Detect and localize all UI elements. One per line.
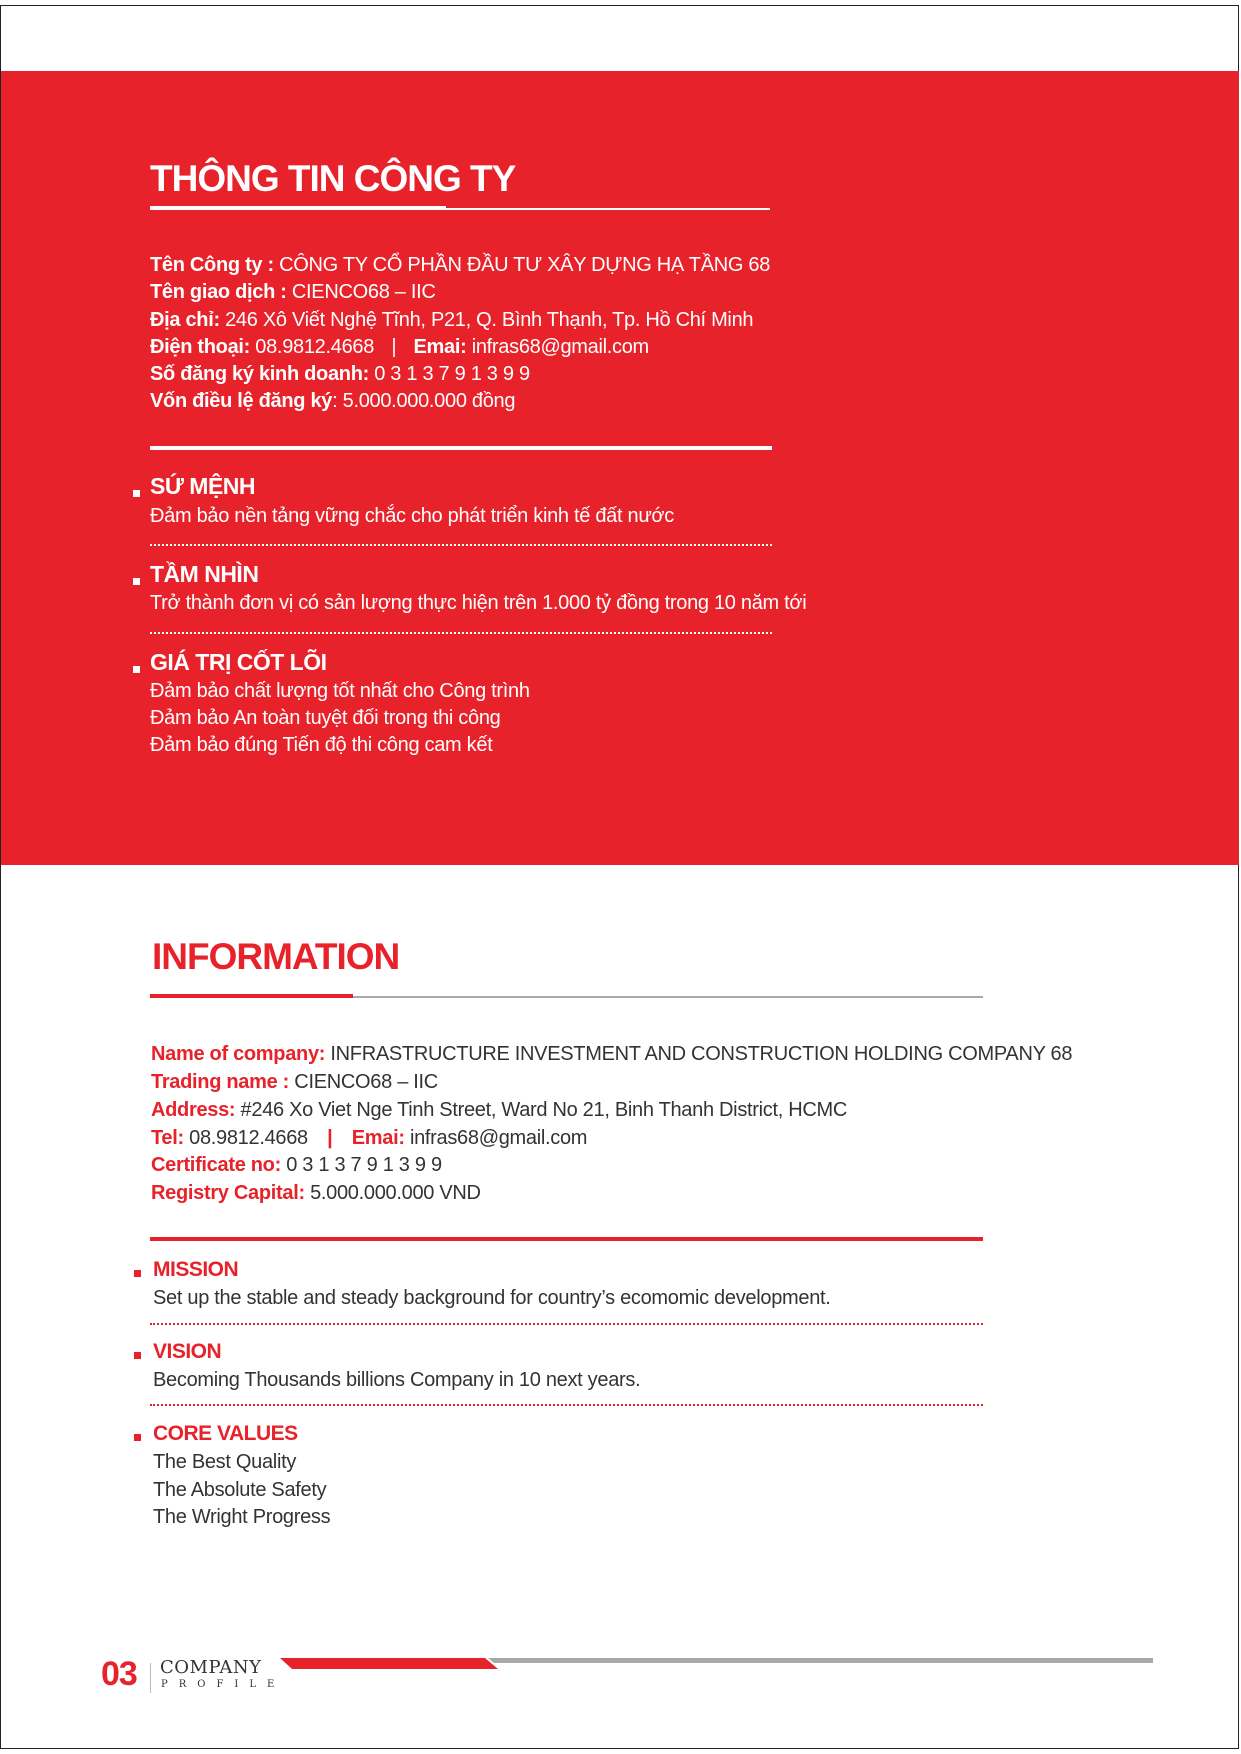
en-certificate-value: 0 3 1 3 7 9 1 3 9 9 [280, 1154, 442, 1176]
vn-core-text-3: Đảm bảo đúng Tiến độ thi công cam kết [150, 734, 493, 756]
vn-trading-name-label: Tên giao dịch : [150, 281, 287, 303]
en-company-name-row [151, 1042, 1072, 1066]
vn-registration-label: Số đăng ký kinh doanh: [150, 363, 369, 385]
footer-gray-bar [488, 1658, 1153, 1663]
vn-core-text-1: Đảm bảo chất lượng tốt nhất cho Công trình [150, 680, 530, 702]
en-section-title: INFORMATION [152, 936, 400, 977]
en-capital-row [151, 1181, 481, 1205]
en-address-row [151, 1098, 847, 1122]
vn-core-text-2: Đảm bảo An toàn tuyệt đối trong thi công [150, 707, 501, 729]
footer-accent-bar [280, 1656, 1160, 1672]
vn-capital-label: Vốn điều lệ đăng ký [150, 390, 333, 412]
en-certificate-row [151, 1153, 442, 1177]
en-certificate-label: Certificate no: [151, 1154, 281, 1176]
vn-contact-row [150, 335, 649, 359]
en-core-title: CORE VALUES [153, 1422, 298, 1445]
en-mission-title: MISSION [153, 1258, 239, 1281]
footer-separator [150, 1663, 151, 1693]
en-address-label: Address: [151, 1099, 236, 1121]
en-contact-separator: | [327, 1127, 333, 1149]
page-number: 03 [101, 1655, 137, 1693]
vn-section-title: THÔNG TIN CÔNG TY [150, 158, 516, 199]
vn-registration-value: 0 3 1 3 7 9 1 3 9 9 [368, 363, 530, 385]
en-trading-name-row [151, 1070, 438, 1094]
vn-address-label: Địa chỉ: [150, 309, 220, 331]
en-dotted-divider-2 [150, 1404, 983, 1406]
footer-profile-wordmark: PROFILE [161, 1679, 286, 1690]
en-core-text-2: The Absolute Safety [153, 1479, 327, 1501]
en-email-label: Emai: [351, 1127, 405, 1149]
vn-mission-text: Đảm bảo nền tảng vững chắc cho phát triển kinh tế đất nước [150, 505, 674, 527]
en-vision-title: VISION [153, 1340, 222, 1363]
en-core-bullet [134, 1434, 141, 1441]
vn-title-underline-thin [446, 208, 770, 210]
vn-capital-row [150, 389, 515, 413]
vn-company-name-row [150, 253, 770, 277]
vn-title-underline-thick [150, 206, 446, 210]
en-company-name-label: Name of company: [151, 1043, 326, 1065]
en-capital-value: 5.000.000.000 VND [304, 1182, 481, 1204]
vn-mission-title: SỨ MỆNH [150, 473, 256, 499]
footer-company-wordmark: COMPANY [160, 1657, 262, 1678]
en-vision-text: Becoming Thousands billions Company in 10 next years. [153, 1369, 641, 1391]
vn-vision-title: TẦM NHÌN [150, 561, 259, 587]
en-tel-value: 08.9812.4668 [183, 1127, 308, 1149]
vn-mission-bullet [133, 490, 140, 497]
vn-company-name-label: Tên Công ty : [150, 254, 274, 276]
en-title-underline-thick [150, 994, 353, 998]
vn-phone-label: Điện thoại: [150, 336, 251, 358]
vn-core-title: GIÁ TRỊ CỐT LÕI [150, 649, 327, 675]
en-address-value: #246 Xo Viet Nge Tinh Street, Ward No 21, Binh Thanh District, HCMC [235, 1099, 848, 1121]
vn-address-row [150, 308, 753, 332]
en-email-value[interactable]: infras68@gmail.com [404, 1127, 588, 1149]
vn-vision-text: Trở thành đơn vị có sản lượng thực hiện trên 1.000 tỷ đồng trong 10 năm tới [150, 592, 807, 614]
vn-contact-separator: | [391, 336, 397, 358]
en-divider [150, 1237, 983, 1241]
vn-trading-name-row [150, 280, 436, 304]
vn-company-name-value: CÔNG TY CỔ PHẦN ĐẦU TƯ XÂY DỰNG HẠ TẦNG 68 [273, 254, 771, 276]
vn-address-value: 246 Xô Viết Nghệ Tĩnh, P21, Q. Bình Thạnh, Tp. Hồ Chí Minh [219, 309, 754, 331]
vn-email-label: Emai: [413, 336, 467, 358]
en-mission-text: Set up the stable and steady background for country’s ecomomic development. [153, 1287, 831, 1309]
vn-trading-name-value: CIENCO68 – IIC [286, 281, 436, 303]
en-trading-name-value: CIENCO68 – IIC [289, 1071, 438, 1093]
en-trading-name-label: Trading name : [151, 1071, 290, 1093]
vn-dotted-divider-1 [150, 544, 772, 546]
vn-divider [150, 446, 772, 450]
en-capital-label: Registry Capital: [151, 1182, 305, 1204]
vn-vision-bullet [133, 578, 140, 585]
en-company-name-value: INFRASTRUCTURE INVESTMENT AND CONSTRUCTION HOLDING COMPANY 68 [325, 1043, 1073, 1065]
en-vision-bullet [134, 1352, 141, 1359]
en-contact-row [151, 1126, 587, 1150]
en-core-text-3: The Wright Progress [153, 1506, 331, 1528]
vn-core-bullet [133, 666, 140, 673]
vn-dotted-divider-2 [150, 632, 772, 634]
en-dotted-divider-1 [150, 1323, 983, 1325]
footer-red-bar [280, 1658, 498, 1669]
vn-registration-row [150, 362, 530, 386]
en-core-text-1: The Best Quality [153, 1451, 297, 1473]
vn-capital-value: : 5.000.000.000 đồng [332, 390, 516, 412]
vn-phone-value: 08.9812.4668 [250, 336, 375, 358]
en-title-underline-thin [353, 996, 983, 998]
en-tel-label: Tel: [151, 1127, 184, 1149]
en-mission-bullet [134, 1270, 141, 1277]
vn-email-value[interactable]: infras68@gmail.com [466, 336, 649, 358]
